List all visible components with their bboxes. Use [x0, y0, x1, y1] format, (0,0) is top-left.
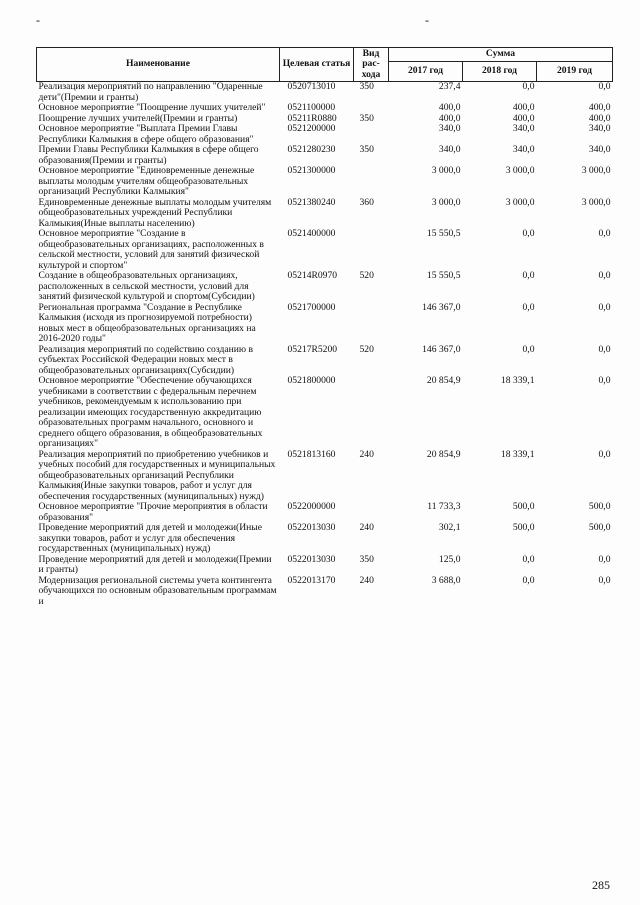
row-sum-2019: 0,0: [598, 553, 611, 565]
row-sum-2017: 3 000,0: [431, 196, 461, 208]
page-number: 285: [592, 878, 610, 892]
row-expense-kind: [354, 124, 389, 145]
header-year-2018: 2018 год: [463, 62, 537, 82]
row-target-article: 0521200000: [287, 123, 336, 134]
row-name: Основное мероприятие "Поощрение лучших учителей": [38, 102, 266, 113]
table-row: [37, 229, 613, 271]
table-row: [37, 124, 613, 145]
row-sum-2019: 500,0: [588, 522, 611, 533]
row-sum-2017: 15 550,5: [426, 228, 461, 239]
row-target-article: 0521400000: [287, 228, 336, 239]
row-name: Реализация мероприятий по приобретению учебников и учебных пособий для государственных и муниципальных общеобразовательных организаций Республики Калмыкия(Иные закупки товаров, работ и услуг для обеспечения государственных (муниципальных) нужд): [38, 448, 276, 502]
row-sum-2018: 0,0: [522, 343, 535, 355]
row-sum-2017: 11 733,3: [427, 501, 461, 512]
row-target-article: 0522000000: [287, 501, 336, 512]
row-sum-2019: 500,0: [588, 501, 611, 512]
row-expense-kind: [354, 166, 389, 198]
row-expense-kind: 350: [359, 553, 374, 565]
row-sum-2019: 340,0: [588, 123, 611, 134]
row-sum-2017: 340,0: [438, 144, 461, 155]
row-expense-kind: 240: [359, 522, 374, 533]
row-name: Реализация мероприятий по направлению "Одаренные дети"(Премии и гранты): [38, 81, 263, 103]
row-target-article: 0522013030: [287, 522, 336, 533]
row-expense-kind: [354, 103, 389, 114]
row-sum-2019: 0,0: [598, 343, 611, 355]
row-expense-kind: 240: [359, 448, 374, 460]
row-sum-2017: 340,0: [438, 123, 461, 134]
table-row: [37, 82, 613, 104]
row-sum-2018: 18 339,1: [500, 375, 535, 386]
row-sum-2018: 0,0: [522, 553, 535, 565]
header-name: Наименование: [37, 48, 280, 82]
row-expense-kind: [354, 303, 389, 345]
row-sum-2019: 0,0: [598, 270, 611, 281]
table-row: [37, 198, 613, 230]
table-row: [37, 145, 613, 166]
row-sum-2019: 0,0: [598, 448, 611, 460]
row-sum-2018: 0,0: [522, 81, 535, 92]
row-target-article: 0522013170: [287, 574, 336, 586]
row-name: Поощрение лучших учителей(Премии и гранты): [38, 112, 238, 124]
row-name: Проведение мероприятий для детей и молодежи(Иные закупки товаров, работ и услуг для обеспечения государственных (муниципальных) нужд): [38, 522, 262, 554]
row-expense-kind: [354, 376, 389, 450]
header-target-article: Целевая статья: [280, 48, 354, 82]
row-name: Региональная программа "Создание в Республике Калмыкия (исходя из прогнозируемой потребности) новых мест в общеобразовательных организациях на 2016-2020 годы": [38, 301, 256, 344]
row-sum-2018: 340,0: [512, 144, 535, 155]
row-name: Основное мероприятие "Выплата Премии Главы Республики Калмыкия в сфере общего образования": [38, 123, 254, 145]
row-name: Основное мероприятие "Единовременные денежные выплаты молодым учителям общеобразовательных организаций Республики Калмыкия": [38, 165, 255, 197]
row-expense-kind: [354, 229, 389, 271]
row-name: Основное мероприятие "Обеспечение обучающихся учебниками в соответствии с федеральным перечнем учебников, рекомендуемым к использованию при реализации имеющих государственную аккредитацию образовательных программ начального, основного и среднего общего образования, в общеобразовательных организациях": [38, 375, 263, 449]
row-target-article: 0521380240: [287, 196, 336, 208]
row-expense-kind: 520: [359, 270, 374, 281]
table-row: [37, 166, 613, 198]
top-mark-left: -: [36, 13, 40, 27]
row-sum-2019: 0,0: [598, 228, 611, 239]
table-row: [37, 345, 613, 377]
row-target-article: 0521100000: [287, 102, 336, 113]
budget-table: [36, 47, 613, 607]
row-sum-2017: 3 000,0: [431, 165, 461, 176]
row-sum-2017: 237,4: [438, 81, 461, 92]
table-row: [37, 576, 613, 608]
header-year-2017: 2017 год: [389, 62, 463, 82]
table-row: [37, 523, 613, 555]
row-sum-2018: 400,0: [512, 112, 535, 124]
row-sum-2017: 20 854,9: [426, 448, 461, 460]
row-target-article: 0522013030: [287, 553, 336, 565]
table-body: [37, 82, 613, 608]
row-sum-2018: 500,0: [512, 501, 535, 512]
row-name: Создание в общеобразовательных организациях, расположенных в сельской местности, условий для занятий физической культурой и спортом(Субсидии): [38, 270, 255, 302]
row-target-article: 05214R0970: [287, 270, 338, 281]
row-sum-2019: 0,0: [598, 81, 611, 92]
row-sum-2018: 500,0: [512, 522, 535, 533]
row-name: Премии Главы Республики Калмыкия в сфере общего образования(Премии и гранты): [38, 144, 259, 166]
table-header: [37, 48, 613, 82]
row-name: Реализация мероприятий по содействию созданию в субъектах Российской Федерации новых мест в общеобразовательных организациях(Субсидии): [38, 343, 253, 376]
row-expense-kind: 350: [359, 112, 374, 124]
table-row: [37, 103, 613, 114]
row-target-article: 0521700000: [287, 301, 336, 313]
row-sum-2017: 3 688,0: [431, 574, 461, 586]
row-target-article: 0521280230: [287, 144, 336, 155]
row-sum-2019: 3 000,0: [581, 165, 611, 176]
row-sum-2017: 400,0: [438, 112, 461, 124]
row-sum-2017: 20 854,9: [426, 375, 461, 386]
row-sum-2018: 0,0: [522, 574, 535, 586]
table-row: [37, 271, 613, 303]
row-sum-2018: 400,0: [512, 102, 535, 113]
table-row: [37, 303, 613, 345]
row-target-article: 05211R0880: [287, 112, 337, 124]
table-row: [37, 376, 613, 450]
row-name: Проведение мероприятий для детей и молодежи(Премии и гранты): [38, 553, 272, 575]
row-sum-2018: 3 000,0: [505, 165, 535, 176]
row-target-article: 05217R5200: [287, 343, 338, 355]
row-sum-2019: 0,0: [598, 375, 611, 386]
header-year-2019: 2019 год: [537, 62, 613, 82]
row-sum-2018: 340,0: [512, 123, 535, 134]
row-target-article: 0521800000: [287, 375, 336, 386]
row-sum-2018: 0,0: [522, 228, 535, 239]
row-expense-kind: 350: [359, 81, 374, 92]
table-row: [37, 450, 613, 503]
row-sum-2019: 340,0: [588, 144, 611, 155]
row-sum-2019: 400,0: [588, 112, 611, 124]
row-name: Единовременные денежные выплаты молодым учителям общеобразовательных учреждений Республики Калмыкия(Иные выплаты населению): [38, 196, 272, 229]
row-sum-2019: 400,0: [588, 102, 611, 113]
row-expense-kind: 240: [359, 574, 374, 586]
row-sum-2019: 0,0: [598, 574, 611, 586]
top-mark-right: -: [425, 13, 429, 27]
header-sum: Сумма: [389, 48, 613, 62]
row-sum-2018: 18 339,1: [500, 448, 535, 460]
table-row: [37, 502, 613, 523]
row-name: Основное мероприятие "Прочие мероприятия в области образования": [38, 501, 268, 523]
table-row: [37, 555, 613, 576]
row-sum-2017: 146 367,0: [422, 301, 461, 313]
row-sum-2018: 0,0: [522, 270, 535, 281]
row-expense-kind: 360: [359, 196, 374, 208]
row-expense-kind: 350: [359, 144, 374, 155]
row-sum-2018: 3 000,0: [505, 196, 535, 208]
row-sum-2017: 146 367,0: [422, 343, 461, 355]
row-target-article: 0520713010: [287, 81, 336, 92]
row-name: Модернизация региональной системы учета контингента обучающихся по основным образовательным программам и: [38, 574, 277, 607]
row-sum-2019: 3 000,0: [581, 196, 611, 208]
row-expense-kind: 520: [359, 343, 374, 355]
row-name: Основное мероприятие "Создание в общеобразовательных организациях, расположенных в сельской местности, условий для занятий физической культурой и спортом": [38, 228, 264, 271]
row-expense-kind: [354, 502, 389, 523]
row-sum-2017: 125,0: [438, 553, 461, 565]
row-sum-2017: 400,0: [438, 102, 461, 113]
row-target-article: 0521813160: [287, 448, 336, 460]
row-sum-2018: 0,0: [522, 301, 535, 313]
header-expense-kind: Вид рас-хода: [354, 48, 389, 82]
row-sum-2017: 15 550,5: [426, 270, 461, 281]
row-target-article: 0521300000: [287, 165, 336, 176]
row-sum-2019: 0,0: [598, 301, 611, 313]
row-sum-2017: 302,1: [438, 522, 461, 533]
